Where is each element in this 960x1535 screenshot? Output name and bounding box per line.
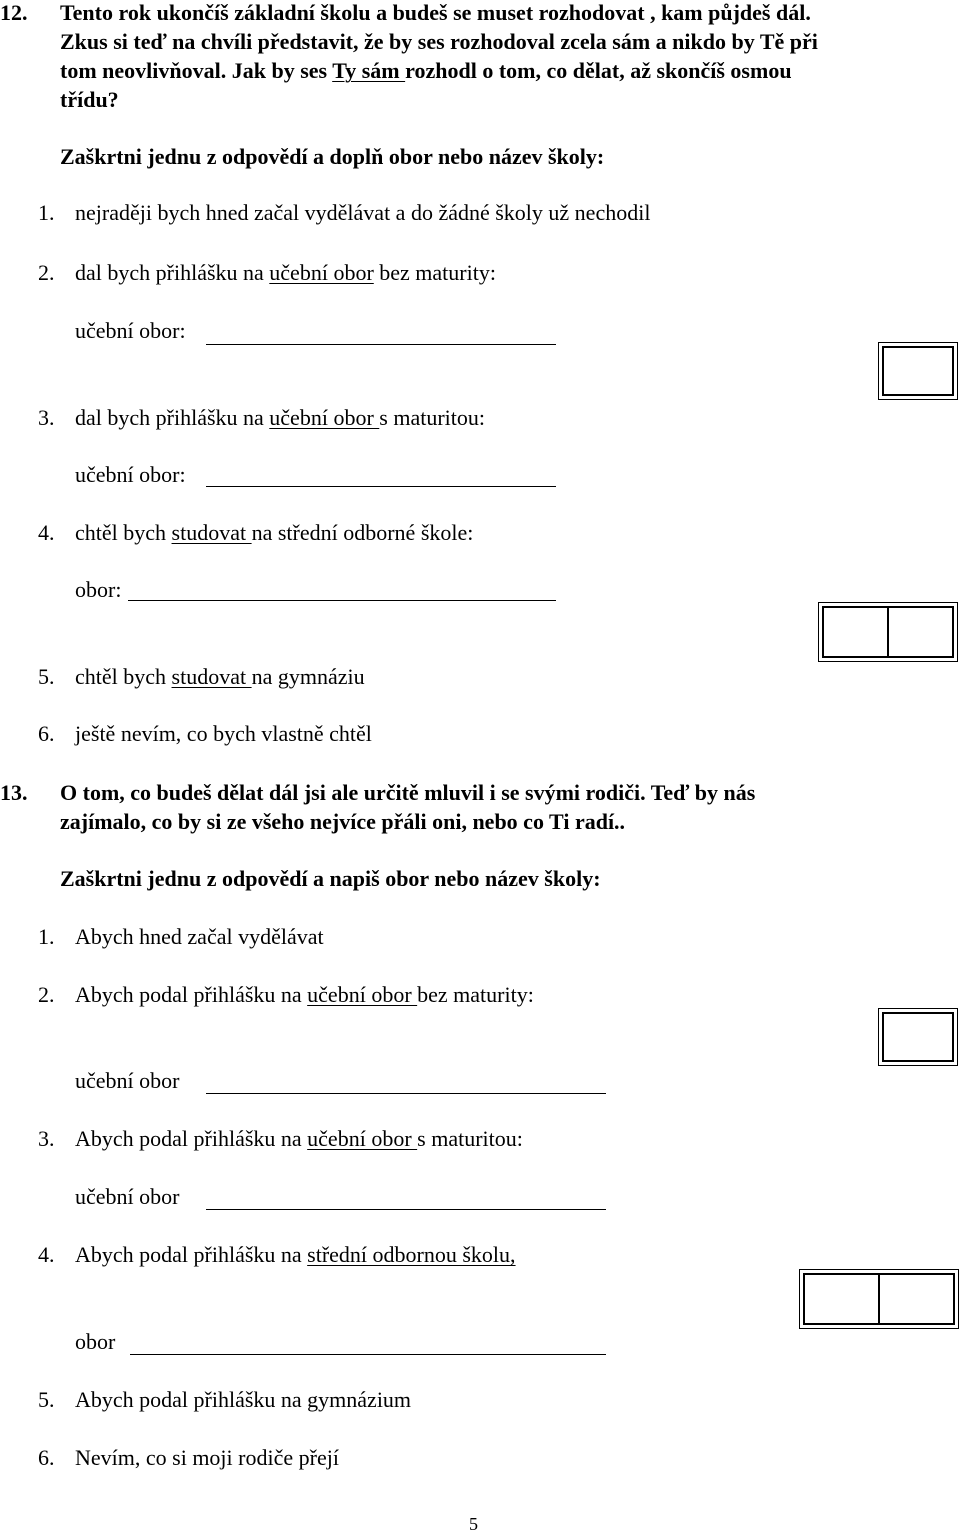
q12-answer-line-2[interactable] [206,486,556,487]
question-12-instruction: Zaškrtni jednu z odpovědí a doplň obor nebo název školy: [60,144,605,169]
q12-option-4-number: 4. [38,520,55,545]
question-12-text-line-3: tom neovlivňoval. Jak by ses Ty sám rozhodl o tom, co dělat, až skončíš osmou [60,58,792,83]
question-12-number: 12. [0,0,28,25]
q13-field-label-2: učební obor [75,1184,180,1209]
q13-answer-box-single[interactable] [882,1012,954,1062]
q13-option-6-number: 6. [38,1445,55,1470]
q12-option-3-number: 3. [38,405,55,430]
q12-option-1-text: nejraději bych hned začal vydělávat a do žádné školy už nechodil [75,200,651,225]
q13-field-label-1: učební obor [75,1068,180,1093]
emphasis-underlined: Ty sám [332,58,406,83]
q13-option-3-number: 3. [38,1126,55,1151]
q12-field-label-3: obor: [75,577,122,602]
question-12-text-line-2: Zkus si teď na chvíli představit, že by ses rozhodoval zcela sám a nikdo by Tě při [60,29,818,54]
q13-answer-box-cell-1[interactable] [805,1275,880,1323]
q12-answer-box-double[interactable] [822,606,954,658]
q12-option-6-number: 6. [38,721,55,746]
q13-option-5-text: Abych podal přihlášku na gymnázium [75,1387,412,1412]
q13-option-6-text: Nevím, co si moji rodiče přejí [75,1445,339,1470]
q13-option-2-number: 2. [38,982,55,1007]
question-12-text-line-1: Tento rok ukončíš základní školu a budeš se muset rozhodovat , kam půjdeš dál. [60,0,811,25]
question-13-instruction: Zaškrtni jednu z odpovědí a napiš obor nebo název školy: [60,866,601,891]
q13-option-5-number: 5. [38,1387,55,1412]
q12-field-label-2: učební obor: [75,462,186,487]
q12-answer-line-3[interactable] [128,600,556,601]
q13-option-3-text: Abych podal přihlášku na učební obor s maturitou: [75,1126,523,1151]
q12-answer-box-cell-1[interactable] [824,608,889,656]
q12-field-label-1: učební obor: [75,318,186,343]
q13-answer-line-3[interactable] [130,1354,606,1355]
q12-answer-box-single[interactable] [882,346,954,396]
q13-option-2-text: Abych podal přihlášku na učební obor bez maturity: [75,982,534,1007]
q12-option-5-text: chtěl bych studovat na gymnáziu [75,664,365,689]
q13-field-label-3: obor [75,1329,116,1354]
question-12-text-line-4: třídu? [60,87,119,112]
q12-option-1-number: 1. [38,200,55,225]
q12-option-3-text: dal bych přihlášku na učební obor s maturitou: [75,405,485,430]
q13-option-1-text: Abych hned začal vydělávat [75,924,324,949]
q13-answer-box-double[interactable] [803,1273,955,1325]
q12-option-6-text: ještě nevím, co bych vlastně chtěl [75,721,372,746]
q12-option-4-text: chtěl bych studovat na střední odborné škole: [75,520,474,545]
page-number: 5 [469,1514,478,1534]
q13-answer-box-cell-2[interactable] [880,1275,953,1323]
q13-option-1-number: 1. [38,924,55,949]
q13-option-4-number: 4. [38,1242,55,1267]
q12-option-2-number: 2. [38,260,55,285]
q13-answer-line-1[interactable] [206,1093,606,1094]
q12-answer-line-1[interactable] [206,344,556,345]
question-13-text-line-1: O tom, co budeš dělat dál jsi ale určitě mluvil i se svými rodiči. Teď by nás [60,780,756,805]
q12-option-5-number: 5. [38,664,55,689]
q13-answer-line-2[interactable] [206,1209,606,1210]
q13-option-4-text: Abych podal přihlášku na střední odbornou školu, [75,1242,516,1267]
q12-option-2-text: dal bych přihlášku na učební obor bez maturity: [75,260,496,285]
question-13-number: 13. [0,780,28,805]
q12-answer-box-cell-2[interactable] [889,608,952,656]
question-13-text-line-2: zajímalo, co by si ze všeho nejvíce přáli oni, nebo co Ti radí.. [60,809,626,834]
